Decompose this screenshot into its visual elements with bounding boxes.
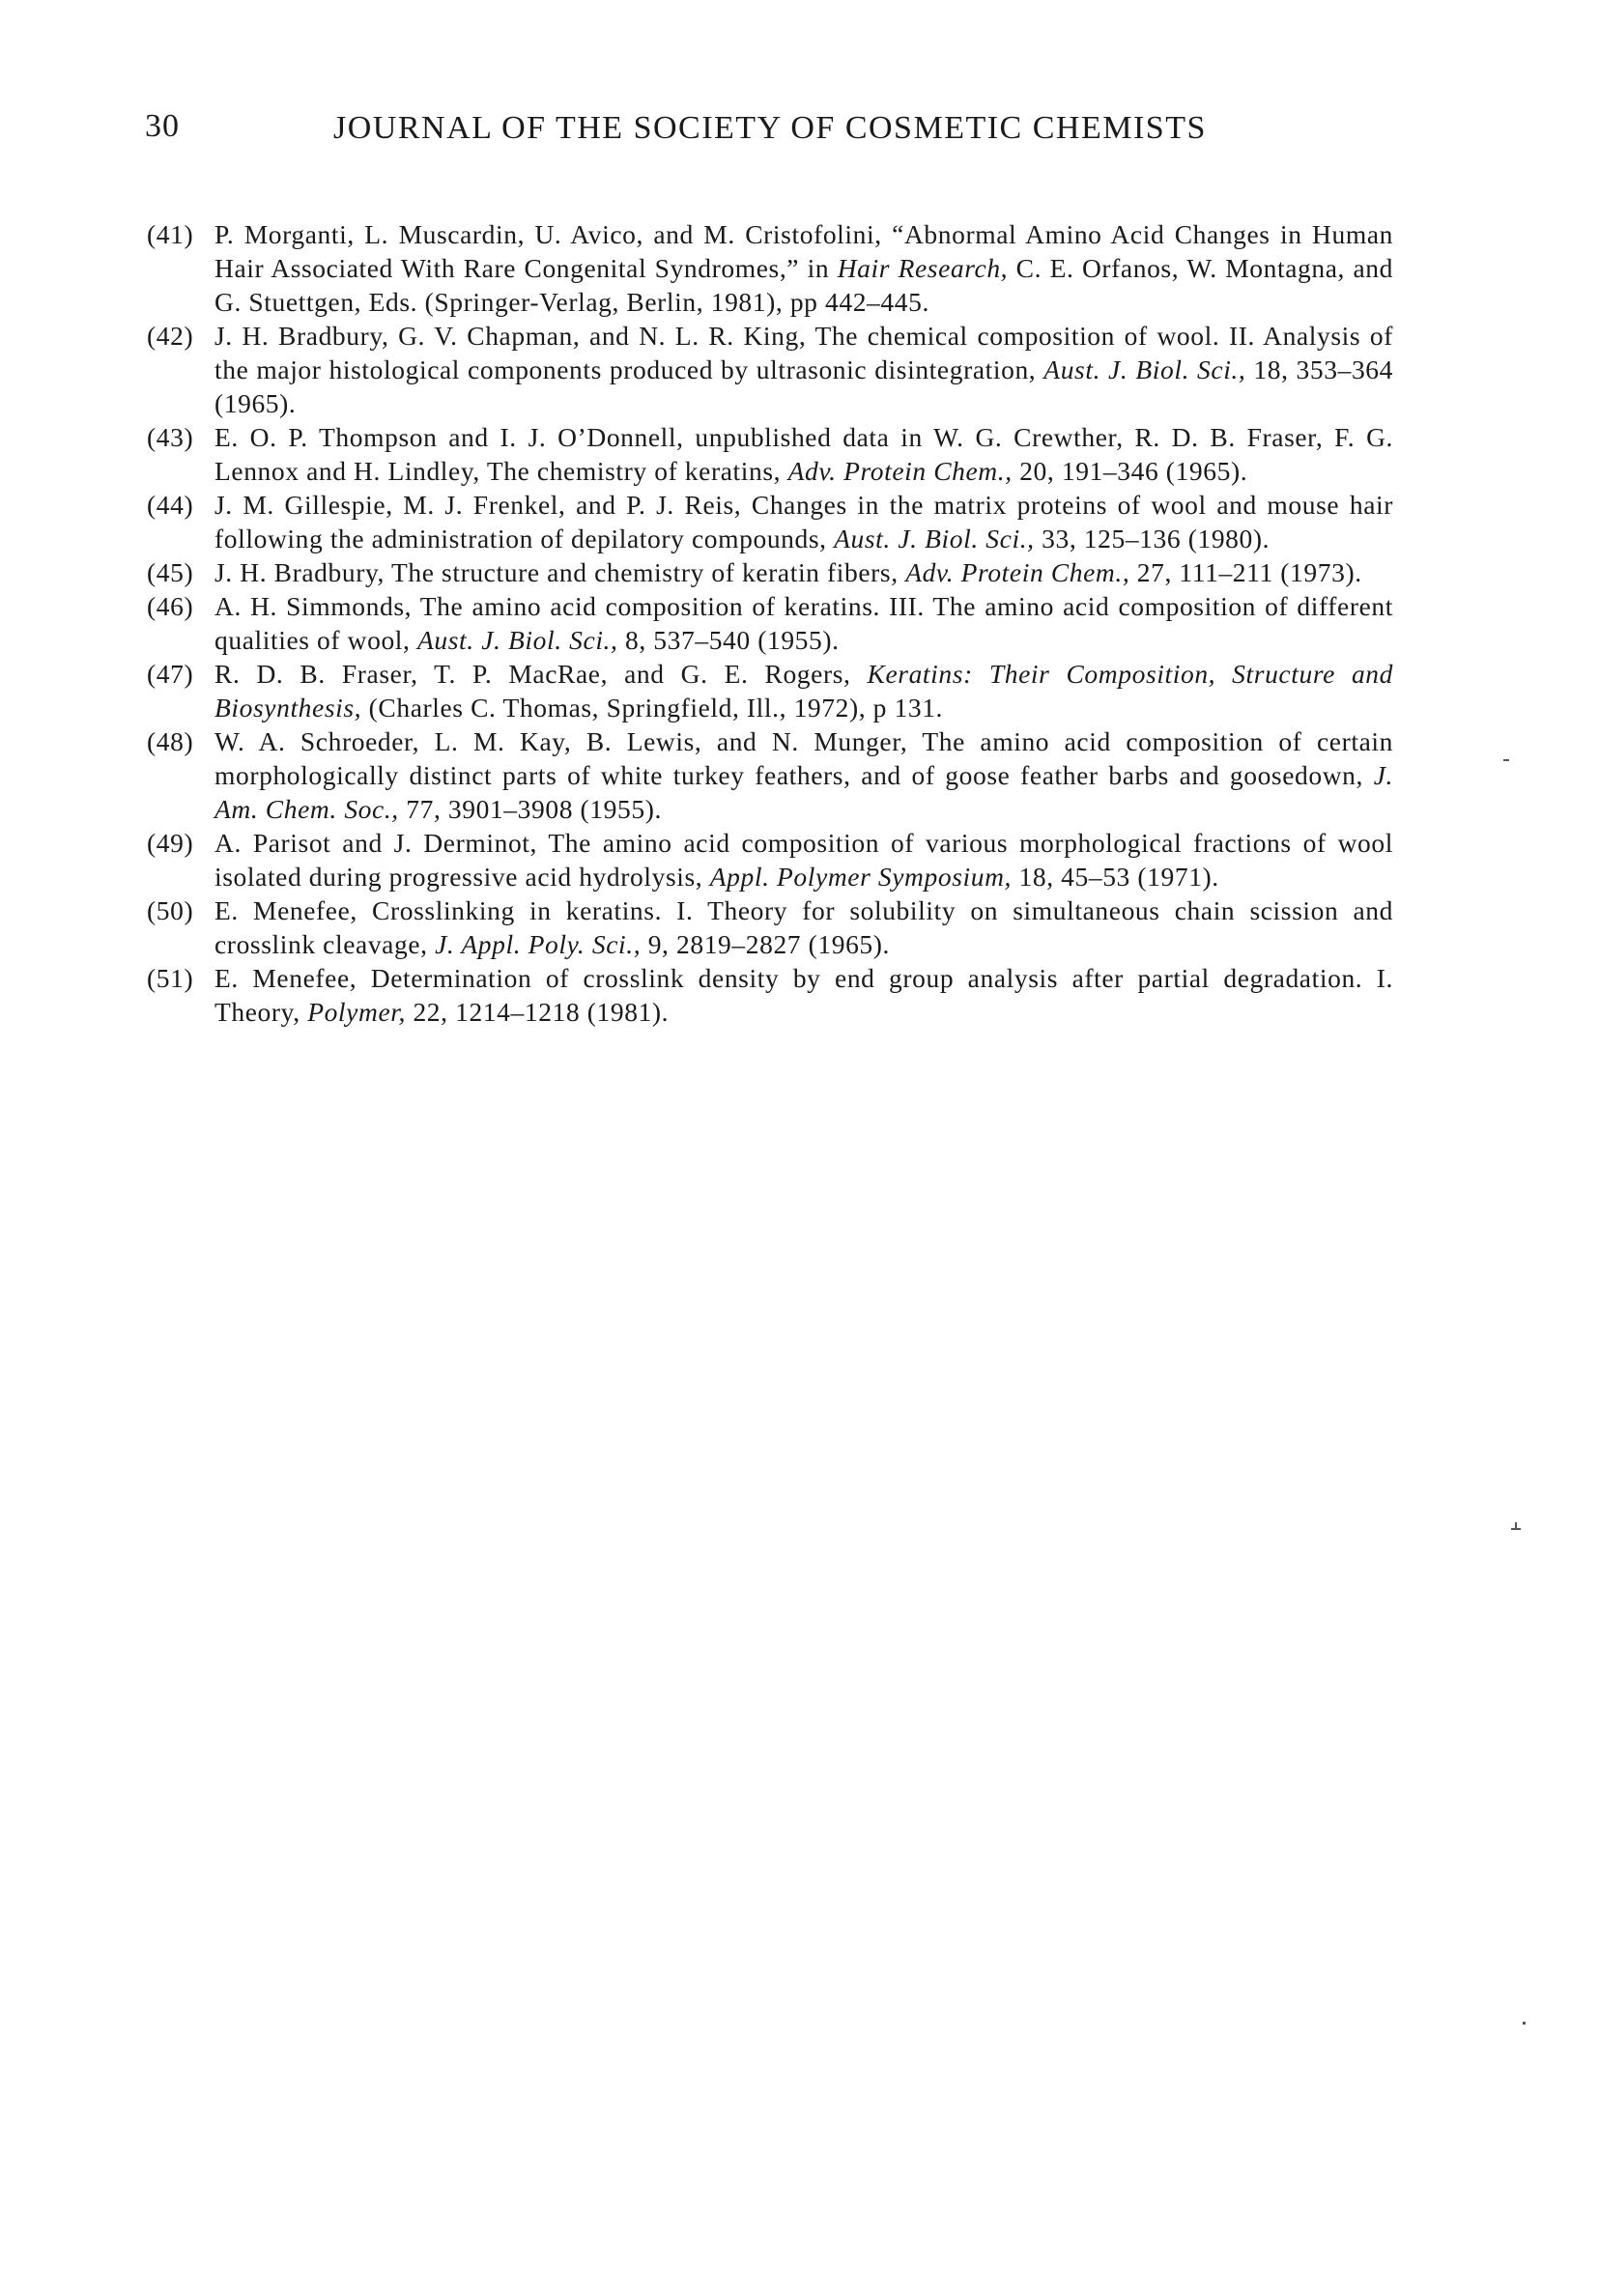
reference-entry (147, 420, 1393, 488)
reference-text-segment: J. M. Gillespie, M. J. Frenkel, and P. J. Reis, Changes in the matrix proteins of wool and mouse hair following the administration of depilatory compounds, (214, 490, 1393, 553)
reference-text-segment: 27, 111–211 (1973). (1129, 557, 1362, 587)
reference-source-italic: Keratins: Their Composition, Structure and Biosynthesis, (214, 659, 1393, 723)
reference-text-segment: 9, 2819–2827 (1965). (641, 929, 891, 959)
reference-text-segment: 33, 125–136 (1980). (1034, 524, 1271, 553)
reference-number: (44) (147, 490, 194, 520)
reference-text-segment: P. Morganti, L. Muscardin, U. Avico, and M. Cristofolini, “Abnormal Amino Acid Changes in Human Hair Associated With Rare Congenital Syndromes,” in (214, 219, 1393, 283)
reference-text-segment: E. O. P. Thompson and I. J. O’Donnell, unpublished data in W. G. Crewther, R. D. B. Fraser, F. G. Lennox and H. Lindley, The chemistry of keratins, (214, 422, 1393, 486)
reference-text-segment: A. Parisot and J. Derminot, The amino acid composition of various morphological fractions of wool isolated during progressive acid hydrolysis, (214, 828, 1393, 892)
reference-text-segment: (Charles C. Thomas, Springfield, Ill., 1972), p 131. (361, 693, 944, 723)
reference-source-italic: Aust. J. Biol. Sci., (834, 524, 1035, 553)
reference-source-italic: Appl. Polymer Symposium, (709, 862, 1013, 892)
reference-number: (46) (147, 591, 194, 621)
reference-text-segment: 77, 3901–3908 (1955). (398, 794, 662, 824)
page-number: 30 (145, 108, 180, 144)
reference-text-segment: 22, 1214–1218 (1981). (405, 997, 670, 1027)
scan-speck (1511, 1528, 1521, 1530)
reference-entry (147, 319, 1393, 420)
reference-text (214, 219, 1393, 317)
reference-text (214, 726, 1393, 824)
reference-source-italic: Polymer, (307, 997, 406, 1027)
reference-source-italic: Adv. Protein Chem., (905, 557, 1130, 587)
reference-source-italic: Hair Research, (837, 253, 1009, 283)
reference-number: (43) (147, 422, 194, 452)
reference-entry (147, 217, 1393, 319)
reference-text (214, 591, 1393, 655)
reference-entry (147, 555, 1393, 589)
reference-entry (147, 724, 1393, 826)
reference-number: (42) (147, 321, 194, 351)
reference-text (214, 490, 1393, 553)
reference-source-italic: Aust. J. Biol. Sci., (1043, 354, 1246, 384)
reference-text (214, 895, 1393, 959)
reference-text-segment: A. H. Simmonds, The amino acid composition of keratins. III. The amino acid composition of different qualities of wool, (214, 591, 1393, 655)
reference-entry (147, 961, 1393, 1029)
reference-text-segment: J. H. Bradbury, The structure and chemistry of keratin fibers, (214, 557, 906, 587)
reference-entry (147, 589, 1393, 657)
scan-speck (1503, 759, 1509, 761)
scan-speck (1523, 2022, 1526, 2025)
journal-title: JOURNAL OF THE SOCIETY OF COSMETIC CHEMISTS (333, 110, 1207, 146)
reference-text-segment: C. E. Orfanos, W. Montagna, and G. Stuettgen, Eds. (Springer-Verlag, Berlin, 1981), pp 442–445. (214, 253, 1394, 317)
reference-number: (45) (147, 557, 194, 587)
reference-text-segment: E. Menefee, Crosslinking in keratins. I. Theory for solubility on simultaneous chain scission and crosslink cleavage, (214, 895, 1393, 959)
reference-number: (47) (147, 659, 194, 689)
scan-speck (1515, 1522, 1517, 1528)
reference-entry (147, 826, 1393, 893)
reference-entry (147, 657, 1393, 724)
reference-number: (51) (147, 963, 194, 993)
reference-entry (147, 488, 1393, 555)
reference-source-italic: J. Am. Chem. Soc., (214, 760, 1393, 824)
reference-text-segment: 20, 191–346 (1965). (1012, 456, 1248, 486)
reference-text (214, 828, 1393, 892)
reference-list (147, 217, 1393, 1029)
reference-text-segment: R. D. B. Fraser, T. P. MacRae, and G. E. Rogers, (214, 659, 868, 689)
reference-entry (147, 893, 1393, 961)
reference-text-segment: E. Menefee, Determination of crosslink density by end group analysis after partial degradation. I. Theory, (214, 963, 1393, 1027)
reference-text (214, 963, 1393, 1027)
reference-text (214, 422, 1393, 486)
reference-number: (48) (147, 726, 194, 756)
reference-text-segment: 8, 537–540 (1955). (617, 625, 840, 655)
reference-text-segment: J. H. Bradbury, G. V. Chapman, and N. L. R. King, The chemical composition of wool. II. Analysis of the major histological components produced by ultrasonic disintegration, (214, 321, 1393, 384)
reference-text-segment: 18, 353–364 (1965). (214, 354, 1394, 418)
reference-source-italic: Adv. Protein Chem., (787, 456, 1013, 486)
reference-text (214, 557, 1362, 587)
reference-source-italic: Aust. J. Biol. Sci., (416, 625, 618, 655)
reference-source-italic: J. Appl. Poly. Sci., (435, 929, 642, 959)
reference-text-segment: W. A. Schroeder, L. M. Kay, B. Lewis, and N. Munger, The amino acid composition of certain morphologically distinct parts of white turkey feathers, and of goose feather barbs and goosedown, (214, 726, 1393, 790)
reference-number: (50) (147, 895, 194, 925)
reference-number: (41) (147, 219, 194, 249)
reference-text (214, 321, 1393, 418)
reference-text (214, 659, 1393, 723)
reference-number: (49) (147, 828, 194, 858)
reference-text-segment: 18, 45–53 (1971). (1012, 862, 1219, 892)
